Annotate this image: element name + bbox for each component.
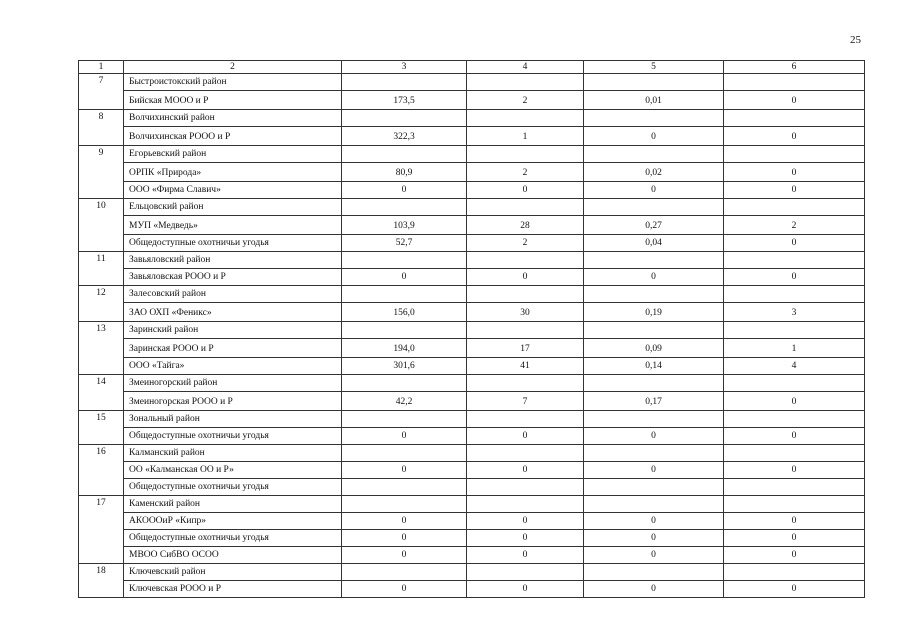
organization-name: ООО «Фирма Славич» [124, 182, 342, 199]
organization-name: Волчихинская РООО и Р [124, 127, 342, 146]
count-value: 28 [467, 216, 584, 235]
density-value: 0,02 [584, 163, 724, 182]
quota-value: 0 [724, 182, 865, 199]
empty-cell [467, 375, 584, 392]
organization-name: Общедоступные охотничьи угодья [124, 428, 342, 445]
table-row [79, 428, 865, 445]
district-name: Заринский район [124, 322, 342, 339]
district-name: Зональный район [124, 411, 342, 428]
density-value: 0 [584, 127, 724, 146]
quota-value: 0 [724, 462, 865, 479]
empty-cell [724, 322, 865, 339]
page-number: 25 [850, 34, 861, 46]
organization-name: МВОО СибВО ОСОО [124, 547, 342, 564]
empty-cell [724, 445, 865, 462]
organization-name: ЗАО ОХП «Феникс» [124, 303, 342, 322]
count-value: 0 [467, 269, 584, 286]
count-value: 0 [467, 581, 584, 598]
table-row [79, 269, 865, 286]
count-value: 30 [467, 303, 584, 322]
empty-cell [584, 286, 724, 303]
header-cell: 6 [724, 61, 865, 74]
district-name: Змеиногорский район [124, 375, 342, 392]
empty-cell [584, 411, 724, 428]
district-row [79, 286, 865, 303]
density-value: 0 [584, 269, 724, 286]
density-value: 0,04 [584, 235, 724, 252]
table-row [79, 216, 865, 235]
organization-name: Бийская МООО и Р [124, 91, 342, 110]
district-row [79, 252, 865, 269]
area-value: 0 [342, 513, 467, 530]
hunting-grounds-table [78, 60, 865, 598]
district-name: Ельцовский район [124, 199, 342, 216]
quota-value: 0 [724, 530, 865, 547]
area-value: 103,9 [342, 216, 467, 235]
empty-cell [342, 146, 467, 163]
empty-cell [342, 496, 467, 513]
area-value: 301,6 [342, 358, 467, 375]
empty-cell [467, 496, 584, 513]
district-row [79, 564, 865, 581]
quota-value: 1 [724, 339, 865, 358]
empty-cell [342, 375, 467, 392]
quota-value: 0 [724, 163, 865, 182]
district-row [79, 146, 865, 163]
organization-name: Общедоступные охотничьи угодья [124, 530, 342, 547]
district-number: 15 [79, 411, 124, 445]
density-value: 0,14 [584, 358, 724, 375]
empty-cell [467, 110, 584, 127]
empty-cell [724, 564, 865, 581]
table-row [79, 358, 865, 375]
count-value [467, 479, 584, 496]
district-row [79, 411, 865, 428]
header-cell: 5 [584, 61, 724, 74]
empty-cell [342, 445, 467, 462]
empty-cell [342, 322, 467, 339]
empty-cell [342, 199, 467, 216]
area-value: 0 [342, 182, 467, 199]
count-value: 0 [467, 462, 584, 479]
district-name: Быстроистокский район [124, 74, 342, 91]
header-cell: 4 [467, 61, 584, 74]
header-cell: 1 [79, 61, 124, 74]
empty-cell [467, 146, 584, 163]
organization-name: Общедоступные охотничьи угодья [124, 235, 342, 252]
quota-value: 2 [724, 216, 865, 235]
district-number: 11 [79, 252, 124, 286]
density-value: 0,01 [584, 91, 724, 110]
empty-cell [724, 496, 865, 513]
district-name: Калманский район [124, 445, 342, 462]
empty-cell [342, 411, 467, 428]
organization-name: Общедоступные охотничьи угодья [124, 479, 342, 496]
organization-name: ОРПК «Природа» [124, 163, 342, 182]
empty-cell [467, 199, 584, 216]
count-value: 1 [467, 127, 584, 146]
quota-value: 0 [724, 581, 865, 598]
area-value: 194,0 [342, 339, 467, 358]
density-value: 0 [584, 182, 724, 199]
empty-cell [584, 74, 724, 91]
district-name: Ключевский район [124, 564, 342, 581]
density-value: 0,19 [584, 303, 724, 322]
empty-cell [467, 286, 584, 303]
quota-value: 0 [724, 127, 865, 146]
table-row [79, 479, 865, 496]
district-name: Залесовский район [124, 286, 342, 303]
empty-cell [584, 564, 724, 581]
empty-cell [584, 375, 724, 392]
empty-cell [342, 110, 467, 127]
district-number: 10 [79, 199, 124, 252]
district-name: Егорьевский район [124, 146, 342, 163]
table-row [79, 462, 865, 479]
area-value: 173,5 [342, 91, 467, 110]
empty-cell [467, 445, 584, 462]
density-value: 0 [584, 462, 724, 479]
count-value: 0 [467, 182, 584, 199]
district-name: Волчихинский район [124, 110, 342, 127]
organization-name: АКОООиР «Кипр» [124, 513, 342, 530]
count-value: 0 [467, 428, 584, 445]
organization-name: Ключевская РООО и Р [124, 581, 342, 598]
empty-cell [584, 445, 724, 462]
density-value: 0,27 [584, 216, 724, 235]
header-cell: 3 [342, 61, 467, 74]
table-row [79, 91, 865, 110]
empty-cell [467, 74, 584, 91]
count-value: 2 [467, 91, 584, 110]
empty-cell [724, 252, 865, 269]
area-value: 52,7 [342, 235, 467, 252]
organization-name: МУП «Медведь» [124, 216, 342, 235]
district-number: 8 [79, 110, 124, 146]
district-number: 9 [79, 146, 124, 199]
table-row [79, 581, 865, 598]
organization-name: ООО «Тайга» [124, 358, 342, 375]
empty-cell [584, 252, 724, 269]
empty-cell [724, 286, 865, 303]
quota-value: 0 [724, 392, 865, 411]
count-value: 7 [467, 392, 584, 411]
district-number: 14 [79, 375, 124, 411]
empty-cell [724, 411, 865, 428]
area-value: 80,9 [342, 163, 467, 182]
empty-cell [467, 564, 584, 581]
area-value: 156,0 [342, 303, 467, 322]
empty-cell [467, 322, 584, 339]
empty-cell [724, 146, 865, 163]
density-value: 0 [584, 547, 724, 564]
quota-value: 4 [724, 358, 865, 375]
empty-cell [584, 110, 724, 127]
count-value: 17 [467, 339, 584, 358]
district-number: 12 [79, 286, 124, 322]
empty-cell [467, 252, 584, 269]
district-row [79, 445, 865, 462]
area-value: 0 [342, 530, 467, 547]
density-value: 0 [584, 581, 724, 598]
district-row [79, 74, 865, 91]
area-value: 0 [342, 581, 467, 598]
table-row [79, 127, 865, 146]
empty-cell [584, 146, 724, 163]
quota-value: 0 [724, 91, 865, 110]
empty-cell [342, 564, 467, 581]
count-value: 0 [467, 530, 584, 547]
district-name: Завьяловский район [124, 252, 342, 269]
table-row [79, 339, 865, 358]
district-number: 13 [79, 322, 124, 375]
table-row [79, 182, 865, 199]
empty-cell [584, 496, 724, 513]
organization-name: Заринская РООО и Р [124, 339, 342, 358]
empty-cell [342, 74, 467, 91]
table-row [79, 530, 865, 547]
count-value: 0 [467, 513, 584, 530]
empty-cell [467, 411, 584, 428]
count-value: 0 [467, 547, 584, 564]
area-value: 0 [342, 462, 467, 479]
table-row [79, 513, 865, 530]
density-value [584, 479, 724, 496]
area-value: 0 [342, 269, 467, 286]
district-row [79, 322, 865, 339]
quota-value: 3 [724, 303, 865, 322]
area-value: 322,3 [342, 127, 467, 146]
empty-cell [342, 252, 467, 269]
district-row [79, 375, 865, 392]
density-value: 0,17 [584, 392, 724, 411]
quota-value: 0 [724, 269, 865, 286]
empty-cell [724, 74, 865, 91]
district-name: Каменский район [124, 496, 342, 513]
density-value: 0 [584, 530, 724, 547]
area-value: 0 [342, 428, 467, 445]
empty-cell [584, 199, 724, 216]
count-value: 2 [467, 163, 584, 182]
area-value: 0 [342, 547, 467, 564]
quota-value: 0 [724, 547, 865, 564]
empty-cell [584, 322, 724, 339]
quota-value [724, 479, 865, 496]
density-value: 0 [584, 428, 724, 445]
district-number: 17 [79, 496, 124, 564]
count-value: 2 [467, 235, 584, 252]
empty-cell [724, 199, 865, 216]
count-value: 41 [467, 358, 584, 375]
area-value: 42,2 [342, 392, 467, 411]
quota-value: 0 [724, 428, 865, 445]
district-row [79, 199, 865, 216]
table-row [79, 547, 865, 564]
organization-name: Завьяловская РООО и Р [124, 269, 342, 286]
empty-cell [342, 286, 467, 303]
table-row [79, 303, 865, 322]
district-number: 7 [79, 74, 124, 110]
density-value: 0 [584, 513, 724, 530]
district-row [79, 496, 865, 513]
density-value: 0,09 [584, 339, 724, 358]
organization-name: Змеиногорская РООО и Р [124, 392, 342, 411]
district-number: 16 [79, 445, 124, 496]
organization-name: ОО «Калманская ОО и Р» [124, 462, 342, 479]
table-row [79, 163, 865, 182]
quota-value: 0 [724, 513, 865, 530]
area-value [342, 479, 467, 496]
quota-value: 0 [724, 235, 865, 252]
table-row [79, 392, 865, 411]
header-cell: 2 [124, 61, 342, 74]
district-number: 18 [79, 564, 124, 598]
table-row [79, 235, 865, 252]
empty-cell [724, 110, 865, 127]
empty-cell [724, 375, 865, 392]
district-row [79, 110, 865, 127]
header-row [79, 61, 865, 74]
